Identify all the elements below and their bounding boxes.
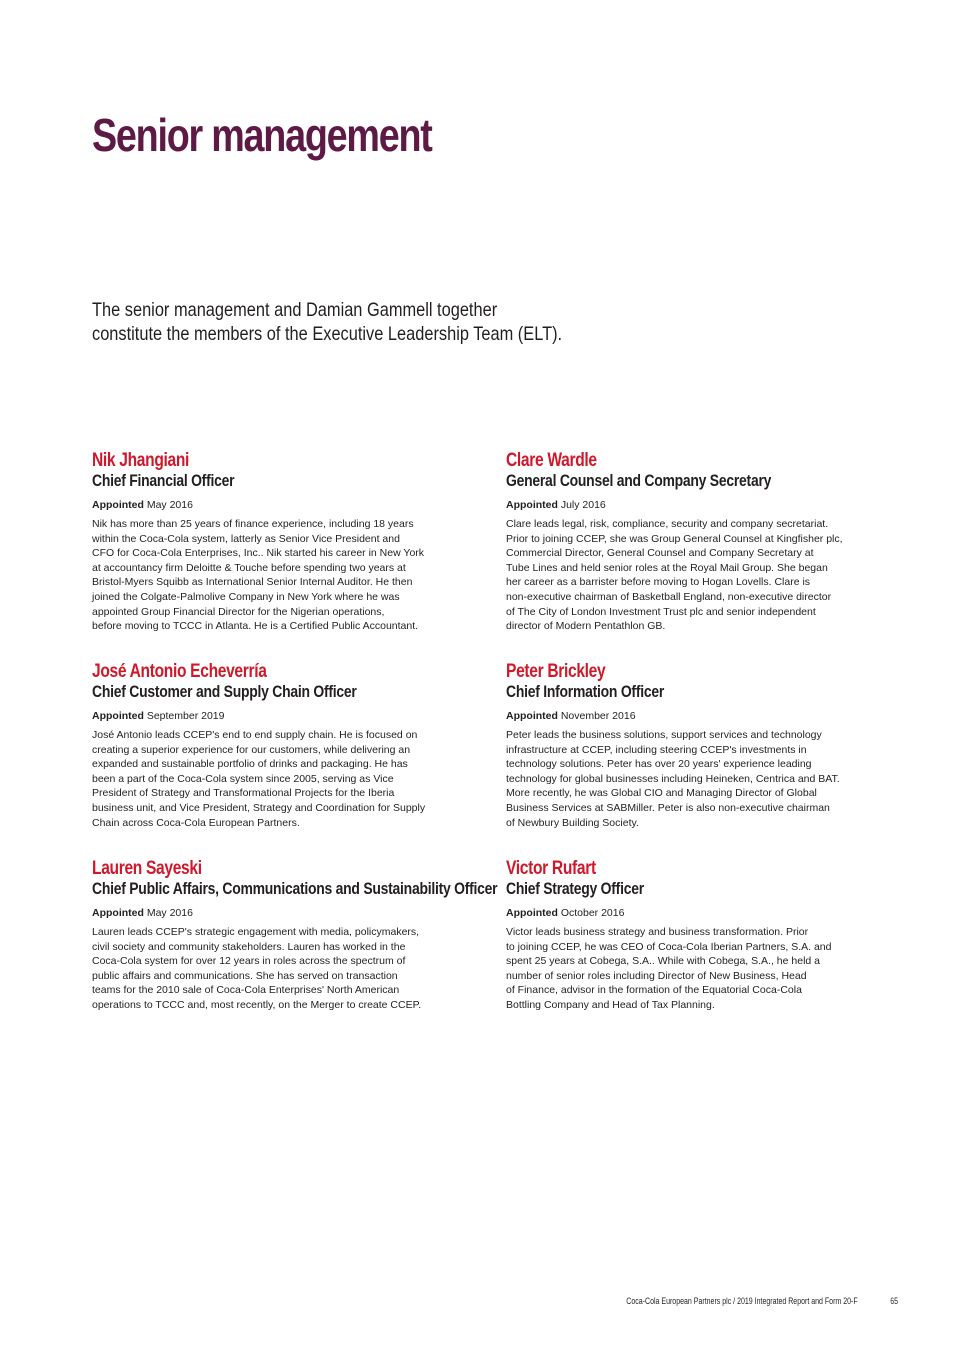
bio-line: CFO for Coca-Cola Enterprises, Inc.. Nik started his career in New York: [92, 547, 425, 560]
footer-text: Coca-Cola European Partners plc / 2019 Integrated Report and Form 20-F: [626, 1296, 858, 1306]
bio-line: spent 25 years at Cobega, S.A.. While with Cobega, S.A., he held a: [506, 955, 821, 968]
bio-line: number of senior roles including Director of New Business, Head: [506, 969, 807, 982]
appointed-date: May 2016: [146, 907, 193, 919]
appointed-date: May 2016: [146, 499, 193, 511]
bio-line: expanded and sustainable portfolio of drinks and packaging. He has: [92, 758, 408, 771]
intro-line: constitute the members of the Executive Leadership Team (ELT).: [92, 323, 563, 345]
appointed-line: [92, 906, 492, 920]
bio-line: Peter leads the business solutions, support services and technology: [506, 729, 822, 741]
bio-line: Lauren leads CCEP's strategic engagement with media, policymakers,: [92, 926, 420, 938]
executive-role: Chief Public Affairs, Communications and Sustainability Officer: [92, 879, 498, 898]
bio-line: Nik has more than 25 years of finance experience, including 18 years: [92, 518, 414, 530]
executive-bio-nik-jhangiani: [92, 451, 492, 634]
bio-line: Business Services at SABMiller. Peter is also non-executive chairman: [506, 801, 830, 814]
bio-line: infrastructure at CCEP, including steering CCEP's investments in: [506, 743, 807, 756]
bio-line: teams for the 2010 sale of Coca-Cola Enterprises' North American: [92, 984, 400, 997]
appointed-date: July 2016: [560, 499, 606, 511]
bio-line: been a part of the Coca-Cola system since 2005, serving as Vice: [92, 772, 394, 785]
appointed-line: [506, 709, 906, 723]
executive-bio-text: [506, 517, 906, 634]
appointed-label: Appointed: [506, 710, 558, 722]
bio-line: More recently, he was Global CIO and Managing Director of Global: [506, 787, 817, 800]
appointed-line: [506, 906, 906, 920]
executive-name: Nik Jhangiani: [92, 450, 190, 471]
executive-bio-lauren-sayeski: [92, 858, 498, 1013]
executive-bio-jose-antonio-echeverria: [92, 662, 492, 830]
appointed-label: Appointed: [506, 907, 558, 919]
page-number: 65: [890, 1296, 898, 1306]
bio-line: director of Modern Pentathlon GB.: [506, 620, 666, 633]
appointed-date: November 2016: [560, 710, 636, 722]
appointed-line: [92, 498, 492, 512]
executive-bio-peter-brickley: [506, 662, 906, 830]
appointed-line: [506, 498, 906, 512]
bio-line: Commercial Director, General Counsel and Company Secretary at: [506, 547, 814, 560]
bio-line: Clare leads legal, risk, compliance, security and company secretariat.: [506, 518, 829, 530]
bio-line: non-executive chairman of Basketball England, non-executive director: [506, 590, 832, 603]
appointed-label: Appointed: [92, 499, 144, 511]
executive-name: Victor Rufart: [506, 858, 596, 879]
executive-name: José Antonio Echeverría: [92, 661, 267, 682]
executive-bio-text: [92, 517, 492, 634]
page-title: Senior management: [92, 109, 432, 161]
bio-line: at accountancy firm Deloitte & Touche before spending two years at: [92, 561, 406, 574]
bio-line: joined the Colgate-Palmolive Company in New York where he was: [92, 590, 400, 603]
bio-line: Chain across Coca-Cola European Partners.: [92, 816, 300, 829]
bio-line: of Finance, advisor in the formation of the Equatorial Coca-Cola: [506, 984, 802, 997]
executive-bio-text: [506, 925, 906, 1013]
executive-bio-text: [92, 925, 492, 1013]
executive-name: Clare Wardle: [506, 450, 597, 471]
bio-line: public affairs and communications. She has served on transaction: [92, 969, 398, 982]
bio-line: Tube Lines and held senior roles at the Royal Mail Group. She began: [506, 561, 828, 574]
intro-line: The senior management and Damian Gammell together: [92, 299, 498, 321]
appointed-date: October 2016: [560, 907, 625, 919]
bio-line: President of Strategy and Transformational Projects for the Iberia: [92, 787, 395, 800]
bio-line: to joining CCEP, he was CEO of Coca-Cola Iberian Partners, S.A. and: [506, 940, 832, 953]
bio-line: José Antonio leads CCEP's end to end supply chain. He is focused on: [92, 729, 418, 741]
bio-line: creating a superior experience for our customers, while delivering an: [92, 743, 411, 756]
bio-line: Bristol-Myers Squibb as International Senior Internal Auditor. He then: [92, 576, 413, 589]
appointed-label: Appointed: [92, 907, 144, 919]
executive-role: Chief Customer and Supply Chain Officer: [92, 682, 357, 701]
bio-line: Coca-Cola system for over 12 years in roles across the spectrum of: [92, 955, 406, 968]
bio-line: before moving to TCCC in Atlanta. He is a Certified Public Accountant.: [92, 620, 419, 633]
bio-line: technology for global businesses including Heineken, Centrica and BAT.: [506, 772, 840, 785]
executive-role: General Counsel and Company Secretary: [506, 471, 772, 490]
appointed-date: September 2019: [146, 710, 225, 722]
bio-line: of The City of London Investment Trust plc and senior independent: [506, 605, 816, 618]
executive-bio-text: [506, 728, 906, 830]
bio-line: civil society and community stakeholders. Lauren has worked in the: [92, 940, 406, 953]
executive-role: Chief Financial Officer: [92, 471, 235, 490]
executive-name: Peter Brickley: [506, 661, 606, 682]
appointed-label: Appointed: [506, 499, 558, 511]
bio-line: Prior to joining CCEP, she was Group General Counsel at Kingfisher plc,: [506, 532, 843, 545]
bio-line: technology solutions. Peter has over 20 years' experience leading: [506, 758, 812, 771]
appointed-label: Appointed: [92, 710, 144, 722]
appointed-line: [92, 709, 492, 723]
executive-bio-text: [92, 728, 492, 830]
bio-line: Victor leads business strategy and business transformation. Prior: [506, 926, 809, 938]
bio-line: within the Coca-Cola system, latterly as Senior Vice President and: [92, 532, 400, 545]
executive-role: Chief Information Officer: [506, 682, 665, 701]
intro-paragraph: [92, 298, 596, 346]
bio-line: appointed Group Financial Director for the Nigerian operations,: [92, 605, 385, 618]
bio-line: her career as a barrister before moving to Hogan Lovells. Clare is: [506, 576, 811, 589]
executive-bio-victor-rufart: [506, 859, 906, 1013]
executive-name: Lauren Sayeski: [92, 858, 202, 879]
bio-line: business unit, and Vice President, Strategy and Coordination for Supply: [92, 801, 426, 814]
executive-bio-clare-wardle: [506, 451, 906, 634]
executive-role: Chief Strategy Officer: [506, 879, 644, 898]
bio-line: operations to TCCC and, most recently, on the Merger to create CCEP.: [92, 998, 422, 1011]
bio-line: Bottling Company and Head of Tax Planning.: [506, 998, 715, 1011]
bio-line: of Newbury Building Society.: [506, 816, 639, 829]
